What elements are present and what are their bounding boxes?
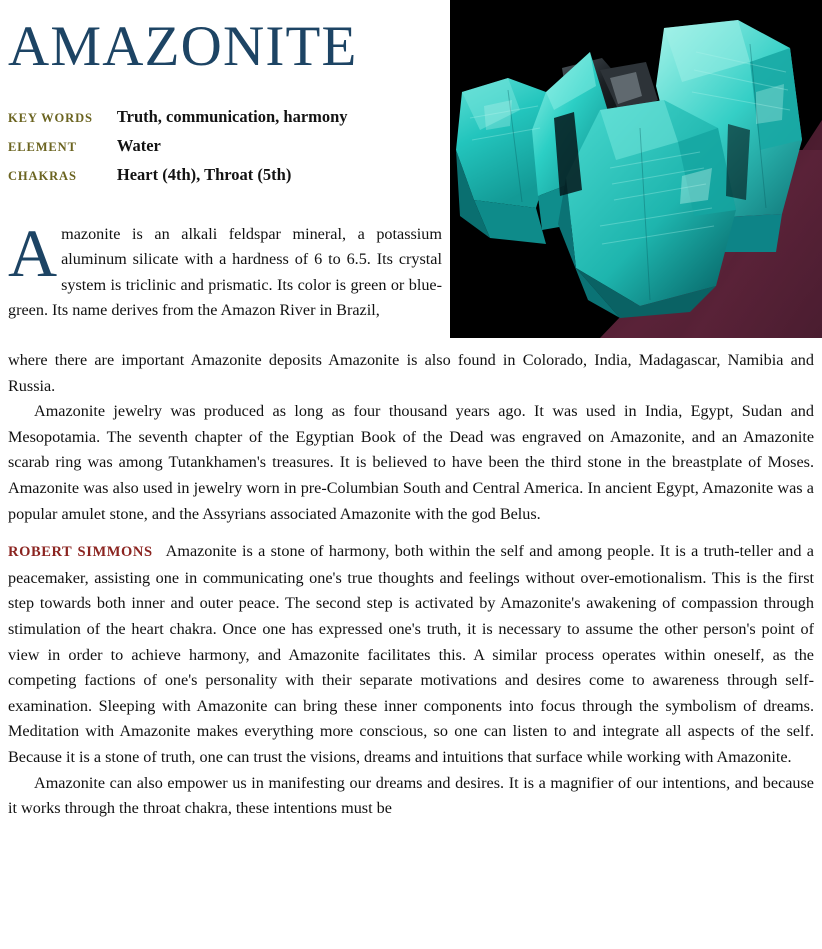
attribute-label-chakras: CHAKRAS [8, 169, 77, 183]
table-row [8, 136, 348, 165]
paragraph-manifesting: Amazonite can also empower us in manifesting our dreams and desires. It is a magnifier of our intentions, and because it works through the throat chakra, these intentions must be [8, 773, 814, 818]
attribute-value-key-words: Truth, communication, harmony [116, 107, 348, 126]
table-row [8, 107, 348, 136]
author-byline: ROBERT SIMMONS [8, 544, 153, 561]
amazonite-crystal-specimen-photo [450, 0, 822, 338]
paragraph-history: Amazonite jewelry was produced as long as four thousand years ago. It was used in India, Egypt, Sudan and Mesopotamia. The seventh chapter of the Egyptian Book of the Dead was engraved on Amazonite, and an Amazonite scarab ring was among Tutankhamen's treasures. It is believed to have been the third stone in the breastplate of Moses. Amazonite was also used in jewelry worn in pre-Columbian South and Central America. In ancient Egypt, Amazonite was a popular amulet stone, and the Assyrians associated Amazonite with the god Belus. [8, 402, 814, 523]
crystal-photo-graphic [450, 0, 822, 338]
header-block [8, 0, 446, 194]
attribute-value-chakras: Heart (4th), Throat (5th) [116, 165, 292, 184]
paragraph-intro-text: mazonite is an alkali feldspar mineral, a potassium aluminum silicate with a hardness of 6 to 6.5. Its crystal system is triclinic and prismatic. Its color is green or blue-green. Its name derives from the Amazon River in Brazil, [8, 225, 442, 320]
attribute-label-key-words: KEY WORDS [8, 111, 93, 125]
paragraph-origins-continued: where there are important Amazonite deposits Amazonite is also found in Colorado, India, Madagascar, Namibia and Russia. [8, 351, 814, 395]
body-text-flow [8, 348, 814, 822]
attribute-label-element: ELEMENT [8, 140, 77, 154]
table-row [8, 165, 348, 194]
page-title: AMAZONITE [8, 15, 358, 78]
stone-attributes-table [8, 107, 348, 194]
attribute-value-element: Water [116, 136, 161, 155]
drop-cap-letter: A [8, 215, 58, 291]
paragraph-robert-simmons [8, 539, 814, 770]
paragraph-robert-simmons-text: Amazonite is a stone of harmony, both within the self and among people. It is a truth-teller and a peacemaker, assisting one in communicating one's true thoughts and feelings without over-emotionalism. This is the first step towards both inner and outer peace. The second step is activated by Amazonite's awakening of compassion through stimulation of the heart chakra. Once one has expressed one's truth, it is necessary to assume the other person's point of view in order to achieve harmony, and Amazonite facilitates this. A similar process operates within oneself, as the competing factions of one's personality with their separate motivations and desires come to awareness through self-examination. Sleeping with Amazonite can bring these inner components into focus through the symbolism of dreams. Meditation with Amazonite makes everything more conscious, so one can listen to and integrate all aspects of the self. Because it is a stone of truth, one can trust the visions, dreams and intuitions that surface while working with Amazonite. [8, 542, 814, 766]
paragraph-intro [8, 215, 442, 324]
